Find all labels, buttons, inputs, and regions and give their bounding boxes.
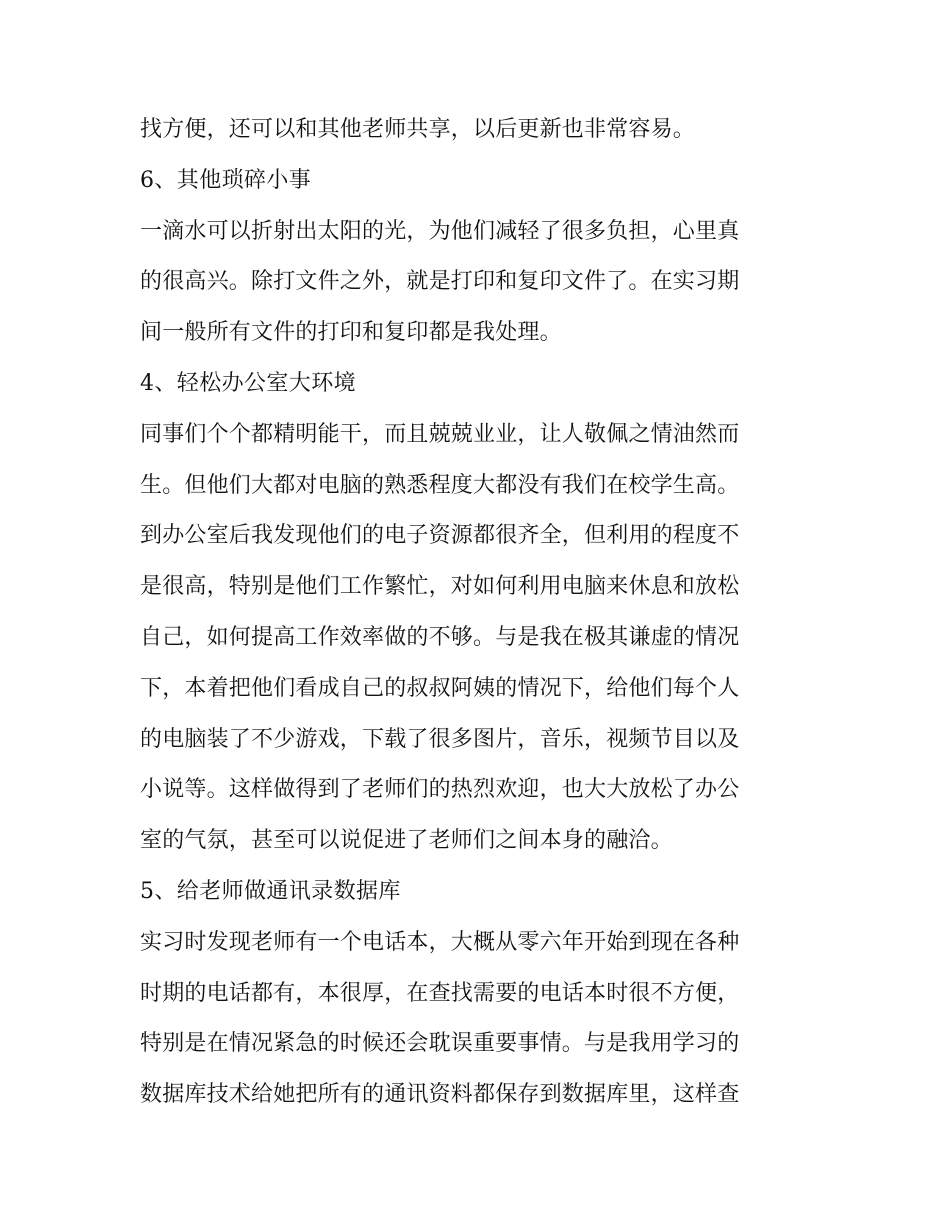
paragraph-line: 的电脑装了不少游戏，下载了很多图片，音乐，视频节目以及	[140, 726, 740, 752]
section-heading: 5、给老师做通讯录数据库	[140, 878, 401, 904]
section-heading: 6、其他琐碎小事	[140, 167, 312, 193]
paragraph-line: 特别是在情况紧急的时候还会耽误重要事情。与是我用学习的	[140, 1031, 740, 1057]
paragraph-line: 自己，如何提高工作效率做的不够。与是我在极其谦虚的情况	[140, 624, 740, 650]
paragraph-line: 数据库技术给她把所有的通讯资料都保存到数据库里，这样查	[140, 1082, 740, 1108]
paragraph-line: 时期的电话都有，本很厚，在查找需要的电话本时很不方便，	[140, 980, 740, 1006]
paragraph-line: 间一般所有文件的打印和复印都是我处理。	[140, 320, 562, 346]
paragraph-line: 下，本着把他们看成自己的叔叔阿姨的情况下，给他们每个人	[140, 675, 740, 701]
paragraph-line: 室的气氛，甚至可以说促进了老师们之间本身的融洽。	[140, 828, 673, 854]
document-body	[140, 108, 830, 1124]
paragraph-line: 是很高，特别是他们工作繁忙，对如何利用电脑来休息和放松	[140, 574, 740, 600]
section-heading: 4、轻松办公室大环境	[140, 370, 356, 396]
paragraph-line: 小说等。这样做得到了老师们的热烈欢迎，也大大放松了办公	[140, 777, 740, 803]
paragraph-line: 一滴水可以折射出太阳的光，为他们减轻了很多负担，心里真	[140, 218, 740, 244]
paragraph-line: 同事们个个都精明能干，而且兢兢业业，让人敬佩之情油然而	[140, 421, 740, 447]
paragraph-line: 找方便，还可以和其他老师共享，以后更新也非常容易。	[140, 117, 696, 142]
paragraph-line: 实习时发现老师有一个电话本，大概从零六年开始到现在各种	[140, 929, 740, 955]
paragraph-line: 到办公室后我发现他们的电子资源都很齐全，但利用的程度不	[140, 523, 740, 549]
paragraph-line: 生。但他们大都对电脑的熟悉程度大都没有我们在校学生高。	[140, 472, 740, 498]
paragraph-line: 的很高兴。除打文件之外，就是打印和复印文件了。在实习期	[140, 269, 740, 295]
